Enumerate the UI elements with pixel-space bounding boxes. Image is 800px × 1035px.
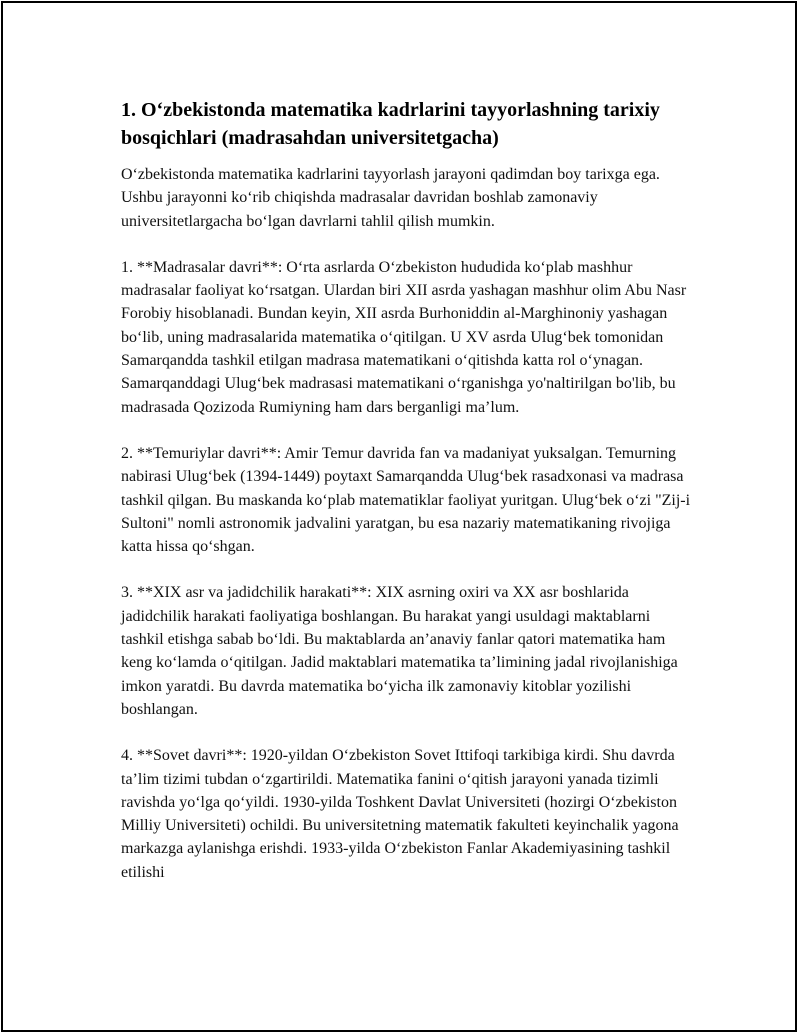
document-title: 1. O‘zbekistonda matematika kadrlarini tayyorlashning tarixiy bosqichlari (madrasahdan universitetgacha) bbox=[121, 99, 660, 149]
document-page bbox=[1, 1, 797, 1032]
section-jadidchilik: 3. **XIX asr va jadidchilik harakati**: XIX asrning oxiri va XX asr boshlarida jadidchilik harakati faoliyatiga boshlangan. Bu harakat yangi usuldagi maktablarni tashkil etishga sabab bo‘ldi. Bu maktablarda an’anaviy fanlar qatori matematika ham keng ko‘lamda o‘qitilgan. Jadid maktablari matematika ta’limining jadal rivojlanishiga imkon yaratdi. Bu davrda matematika bo‘yicha ilk zamonaviy kitoblar yozilishi boshlangan. bbox=[121, 584, 678, 718]
section-sovet: 4. **Sovet davri**: 1920-yildan O‘zbekiston Sovet Ittifoqi tarkibiga kirdi. Shu davrda ta’lim tizimi tubdan o‘zgartirildi. Matematika fanini o‘qitish jarayoni yanada tizimli ravishda yo‘lga qo‘yildi. 1930-yilda Toshkent Davlat Universiteti (hozirgi O‘zbekiston Milliy Universiteti) ochildi. Bu universitetning matematik fakulteti keyinchalik yagona markazga aylanishga erishdi. 1933-yilda O‘zbekiston Fanlar Akademiyasining tashkil etilishi bbox=[121, 747, 679, 881]
intro-paragraph: O‘zbekistonda matematika kadrlarini tayyorlash jarayoni qadimdan boy tarixga ega. Ushbu jarayonni ko‘rib chiqishda madrasalar davridan boshlab zamonaviy universitetlargacha bo‘lgan davrlarni tahlil qilish mumkin. bbox=[121, 166, 660, 230]
section-temuriylar: 2. **Temuriylar davri**: Amir Temur davrida fan va madaniyat yuksalgan. Temurning nabirasi Ulug‘bek (1394-1449) poytaxt Samarqandda Ulug‘bek rasadxonasi va madrasa tashkil qilgan. Bu maskanda ko‘plab matematiklar faoliyat yuritgan. Ulug‘bek o‘zi "Zij-i Sultoni" nomli astronomik jadvalini yaratgan, bu esa nazariy matematikaning rivojiga katta hissa qo‘shgan. bbox=[121, 444, 691, 556]
section-madrasalar: 1. **Madrasalar davri**: O‘rta asrlarda O‘zbekiston hududida ko‘plab mashhur madrasalar faoliyat ko‘rsatgan. Ulardan biri XII asrda yashagan mashhur olim Abu Nasr Forobiy hisoblanadi. Bundan keyin, XII asrda Burhoniddin al-Marghinoniy yashagan bo‘lib, uning madrasalarida matematika o‘qitilgan. U XV asrda Ulug‘bek tomonidan Samarqandda tashkil etilgan madrasa matematikani o‘qitishda katta rol o‘ynagan. Samarqanddagi Ulug‘bek madrasasi matematikani o‘rganishga yo'naltirilgan bo'lib, bu madrasada Qozizoda Rumiyning ham dars berganligi ma’lum. bbox=[121, 258, 687, 416]
document-content bbox=[121, 96, 695, 907]
